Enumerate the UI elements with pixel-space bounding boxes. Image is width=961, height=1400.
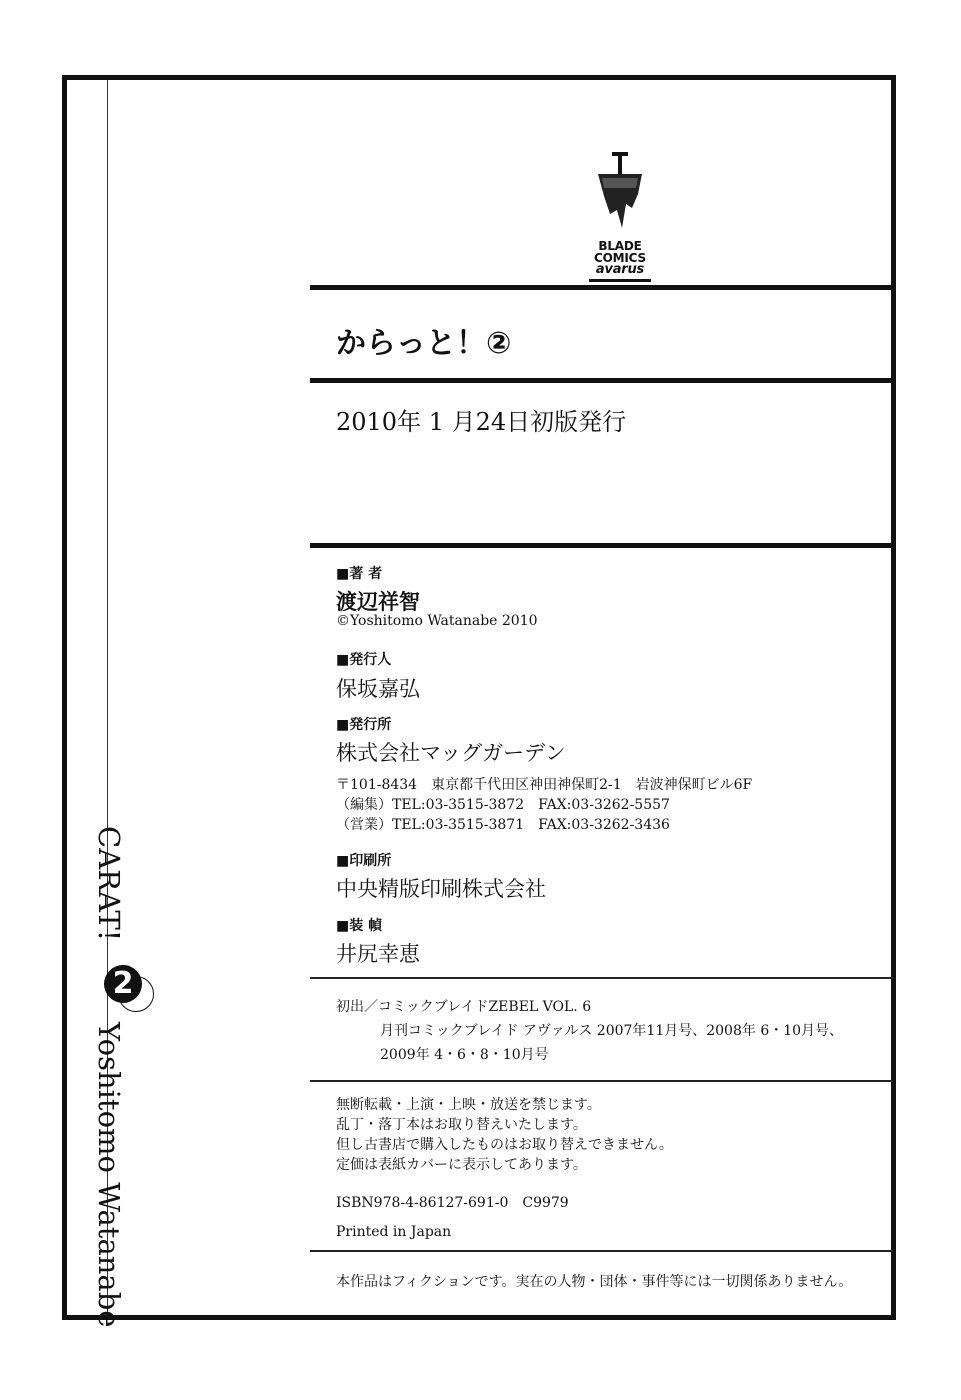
notice-line-2: 乱丁・落丁本はお取り替えいたします。 bbox=[336, 1117, 587, 1133]
publication-date: 2010年 1 月24日初版発行 bbox=[336, 408, 627, 436]
logo-line-3: avarus bbox=[595, 262, 645, 277]
logo-underline bbox=[589, 279, 651, 282]
spine-author-wrap bbox=[92, 1022, 156, 1328]
first-pub-line-2: 月刊コミックブレイド アヴァルス 2007年11月号、2008年 6・10月号、 bbox=[380, 1023, 844, 1039]
publisher-name: 株式会社マッグガーデン bbox=[336, 741, 566, 765]
designer-name: 井尻幸恵 bbox=[336, 942, 420, 966]
first-pub-line-3: 2009年 4・6・8・10月号 bbox=[380, 1047, 549, 1063]
publisher-person-label: ■発行人 bbox=[336, 652, 392, 668]
printer-name: 中央精版印刷株式会社 bbox=[336, 877, 546, 901]
publisher-address: 〒101-8434 東京都千代田区神田神保町2-1 岩波神保町ビル6F bbox=[336, 777, 753, 793]
notice-line-4: 定価は表紙カバーに表示してあります。 bbox=[336, 1157, 587, 1173]
rule-date bbox=[310, 543, 893, 548]
rule-top bbox=[310, 285, 893, 290]
spine-author: Yoshitomo Watanabe bbox=[92, 1022, 126, 1328]
isbn: ISBN978-4-86127-691-0 C9979 bbox=[336, 1195, 569, 1211]
publisher-edit-contact: （編集）TEL:03-3515-3872 FAX:03-3262-5557 bbox=[336, 797, 670, 813]
notice-line-3: 但し古書店で購入したものはお取り替えできません。 bbox=[336, 1137, 673, 1153]
notice-line-1: 無断転載・上演・上映・放送を禁じます。 bbox=[336, 1097, 601, 1113]
volume-number-badge: 2 bbox=[104, 965, 142, 1003]
author-label: ■著 者 bbox=[336, 566, 383, 582]
author-name: 渡辺祥智 bbox=[336, 589, 420, 614]
printed-in: Printed in Japan bbox=[336, 1224, 452, 1240]
logo-line-1: BLADE bbox=[598, 239, 642, 253]
publisher-person-name: 保坂嘉弘 bbox=[336, 677, 420, 701]
rule-credits bbox=[310, 977, 893, 979]
publisher-sales-contact: （営業）TEL:03-3515-3871 FAX:03-3262-3436 bbox=[336, 817, 670, 833]
publisher-label: ■発行所 bbox=[336, 717, 392, 733]
book-title: からっと！② bbox=[336, 326, 512, 361]
fiction-notice: 本作品はフィクションです。実在の人物・団体・事件等には一切関係ありません。 bbox=[336, 1274, 853, 1290]
first-pub-line-1: 初出／コミックブレイドZEBEL VOL. 6 bbox=[336, 999, 592, 1015]
blade-logo-icon bbox=[590, 148, 650, 236]
rule-notices bbox=[310, 1250, 893, 1252]
author-copyright: ©Yoshitomo Watanabe 2010 bbox=[336, 613, 538, 629]
rule-title bbox=[310, 378, 893, 383]
logo-line-2: COMICS bbox=[594, 251, 646, 265]
publisher-logo bbox=[580, 148, 660, 288]
designer-label: ■装 幀 bbox=[336, 918, 383, 934]
rule-firstpub bbox=[310, 1080, 893, 1082]
printer-label: ■印刷所 bbox=[336, 853, 392, 869]
spine-title: CARAT! bbox=[92, 826, 126, 942]
